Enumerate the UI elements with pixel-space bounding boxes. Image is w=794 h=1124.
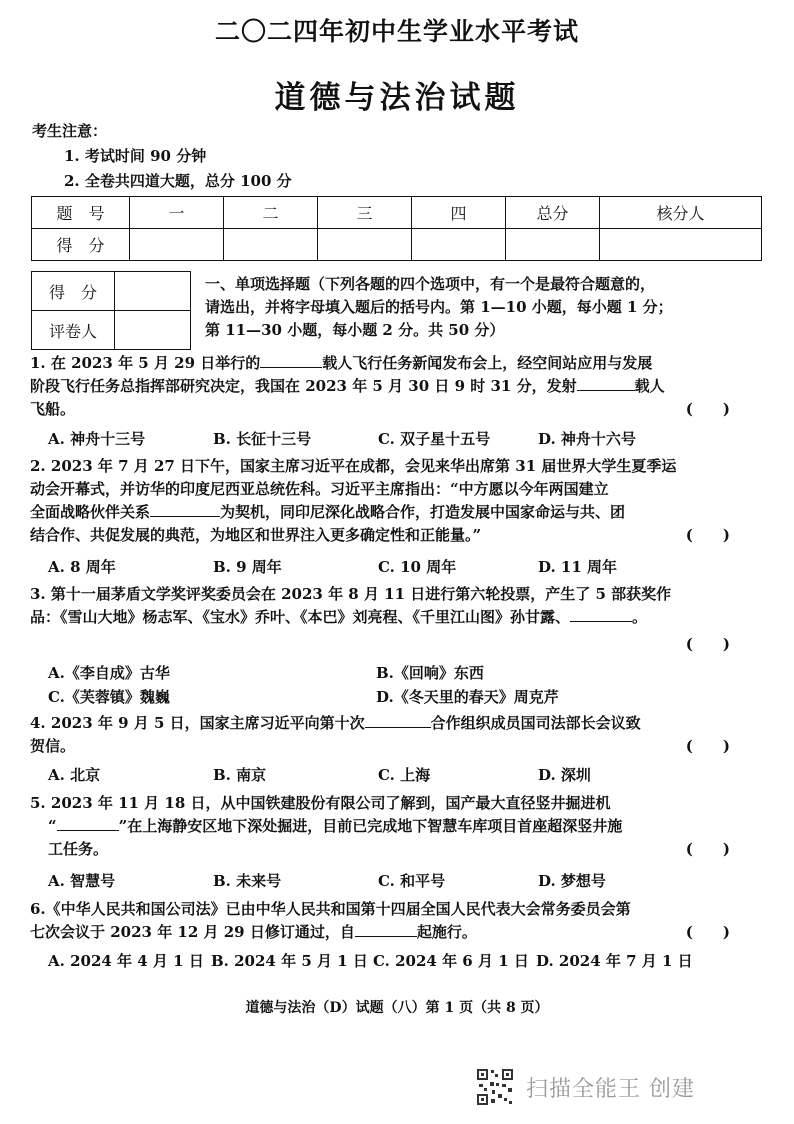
score-table-header: 一 xyxy=(130,197,224,229)
page-footer: 道德与法治（D）试题（八）第 1 页（共 8 页） xyxy=(245,1000,549,1016)
question-5: 5. 2023 年 11 月 18 日，从中国铁建股份有限公司了解到，国产最大直径竖井掘进机 “ ”在上海静安区地下深处掘进，目前已完成地下智慧车库项目首座超深竖井施 工任务。 ( ) xyxy=(30,792,730,861)
option-b: B. 9 周年 xyxy=(213,558,282,576)
section-instructions: 一、单项选择题（下列各题的四个选项中，有一个是最符合题意的， 请选出，并将字母填入题后的括号内。第 1—10 小题，每小题 1 分； 第 11—30 小题，每小题 2 分。共 50 分） xyxy=(205,275,673,339)
question-5-options xyxy=(48,870,728,894)
grader-table xyxy=(31,271,191,350)
option-a: A. 神舟十三号 xyxy=(48,430,146,448)
option-a: A. 8 周年 xyxy=(48,558,116,576)
score-cell[interactable] xyxy=(506,229,600,261)
option-a: A.《李自成》古华 xyxy=(48,664,170,682)
notice-item: 1. 考试时间 90 分钟 xyxy=(64,147,207,165)
question-3-options xyxy=(48,686,728,710)
watermark-text: 扫描全能王 创建 xyxy=(526,1077,695,1102)
option-d: D. 2024 年 7 月 1 日 xyxy=(536,952,693,970)
option-d: D. 11 周年 xyxy=(538,558,618,576)
notice-heading: 考生注意： xyxy=(32,122,108,140)
answer-bracket[interactable]: ( ) xyxy=(685,840,730,858)
option-d: D. 深圳 xyxy=(538,766,591,784)
score-table-header: 核分人 xyxy=(600,197,762,229)
answer-bracket[interactable]: ( ) xyxy=(685,737,730,755)
answer-blank xyxy=(570,607,632,622)
question-3-options xyxy=(48,662,728,686)
score-table-header: 四 xyxy=(412,197,506,229)
grader-name-label: 评卷人 xyxy=(32,311,115,350)
option-a: A. 智慧号 xyxy=(48,872,116,890)
option-b: B. 长征十三号 xyxy=(213,430,312,448)
notice-item: 2. 全卷共四道大题，总分 100 分 xyxy=(64,172,292,190)
answer-blank xyxy=(260,353,322,368)
score-table-header: 总分 xyxy=(506,197,600,229)
option-b: B. 2024 年 5 月 1 日 xyxy=(211,952,368,970)
answer-blank xyxy=(365,713,431,728)
question-4: 4. 2023 年 9 月 5 日，国家主席习近平向第十次 合作组织成员国司法部长会议致 贺信。 ( ) xyxy=(30,712,730,758)
answer-bracket[interactable]: ( ) xyxy=(685,635,730,653)
option-c: C.《芙蓉镇》魏巍 xyxy=(48,688,170,706)
grader-score-label: 得 分 xyxy=(32,272,115,311)
option-c: C. 2024 年 6 月 1 日 xyxy=(373,952,529,970)
subject-title: 道德与法治试题 xyxy=(274,80,520,116)
answer-blank xyxy=(150,502,220,517)
question-3: 3. 第十一届茅盾文学奖评奖委员会在 2023 年 8 月 11 日进行第六轮投票，产生了 5 部获奖作 品：《雪山大地》杨志军、《宝水》乔叶、《本巴》刘亮程、《千里江山图》孙甘露、 。 ( ) xyxy=(30,583,730,659)
question-2: 2. 2023 年 7 月 27 日下午，国家主席习近平在成都，会见来华出席第 31 届世界大学生夏季运 动会开幕式，并访华的印度尼西亚总统佐科。习近平主席指出：“中方愿以今年两国建立 全面战略伙伴关系 为契机，同印尼深化战略合作，打造发展中国家命运与共、团 结合作、共促发展的典范，为地区和世界注入更多确定性和正能量。” ( ) xyxy=(30,455,730,547)
option-d: D.《冬天里的春天》周克芹 xyxy=(376,688,559,706)
option-d: D. 梦想号 xyxy=(538,872,606,890)
score-cell[interactable] xyxy=(224,229,318,261)
grader-score-cell[interactable] xyxy=(115,272,191,311)
question-2-options xyxy=(48,556,728,580)
score-cell[interactable] xyxy=(318,229,412,261)
option-a: A. 2024 年 4 月 1 日 xyxy=(48,952,204,970)
option-c: C. 上海 xyxy=(378,766,431,784)
option-a: A. 北京 xyxy=(48,766,101,784)
answer-bracket[interactable]: ( ) xyxy=(685,526,730,544)
option-c: C. 双子星十五号 xyxy=(378,430,491,448)
question-1-options xyxy=(48,428,728,452)
score-cell[interactable] xyxy=(412,229,506,261)
answer-blank xyxy=(577,376,635,391)
question-6: 6.《中华人民共和国公司法》已由中华人民共和国第十四届全国人民代表大会常务委员会第 七次会议于 2023 年 12 月 29 日修订通过，自 起施行。 ( ) xyxy=(30,898,730,944)
score-table-header: 三 xyxy=(318,197,412,229)
score-table-header: 题 号 xyxy=(32,197,130,229)
answer-blank xyxy=(355,922,417,937)
qr-code-icon xyxy=(476,1068,514,1106)
option-d: D. 神舟十六号 xyxy=(538,430,636,448)
score-cell[interactable] xyxy=(130,229,224,261)
score-table-header: 二 xyxy=(224,197,318,229)
question-4-options xyxy=(48,764,728,788)
grader-name-cell[interactable] xyxy=(115,311,191,350)
option-b: B. 南京 xyxy=(213,766,267,784)
score-row-label: 得 分 xyxy=(32,229,130,261)
option-c: C. 10 周年 xyxy=(378,558,457,576)
score-cell[interactable] xyxy=(600,229,762,261)
question-6-options xyxy=(48,950,728,974)
answer-bracket[interactable]: ( ) xyxy=(685,923,730,941)
option-b: B. 未来号 xyxy=(213,872,282,890)
answer-blank xyxy=(57,816,119,831)
option-b: B.《回响》东西 xyxy=(376,664,484,682)
exam-title: 二〇二四年初中生学业水平考试 xyxy=(214,17,579,46)
answer-bracket[interactable]: ( ) xyxy=(685,400,730,418)
option-c: C. 和平号 xyxy=(378,872,446,890)
score-table xyxy=(31,196,762,261)
question-1: 1. 在 2023 年 5 月 29 日举行的 载人飞行任务新闻发布会上，经空间站应用与发展 阶段飞行任务总指挥部研究决定，我国在 2023 年 5 月 30 日 9 时 31 分，发射 载人 飞船。 ( ) xyxy=(30,352,730,421)
